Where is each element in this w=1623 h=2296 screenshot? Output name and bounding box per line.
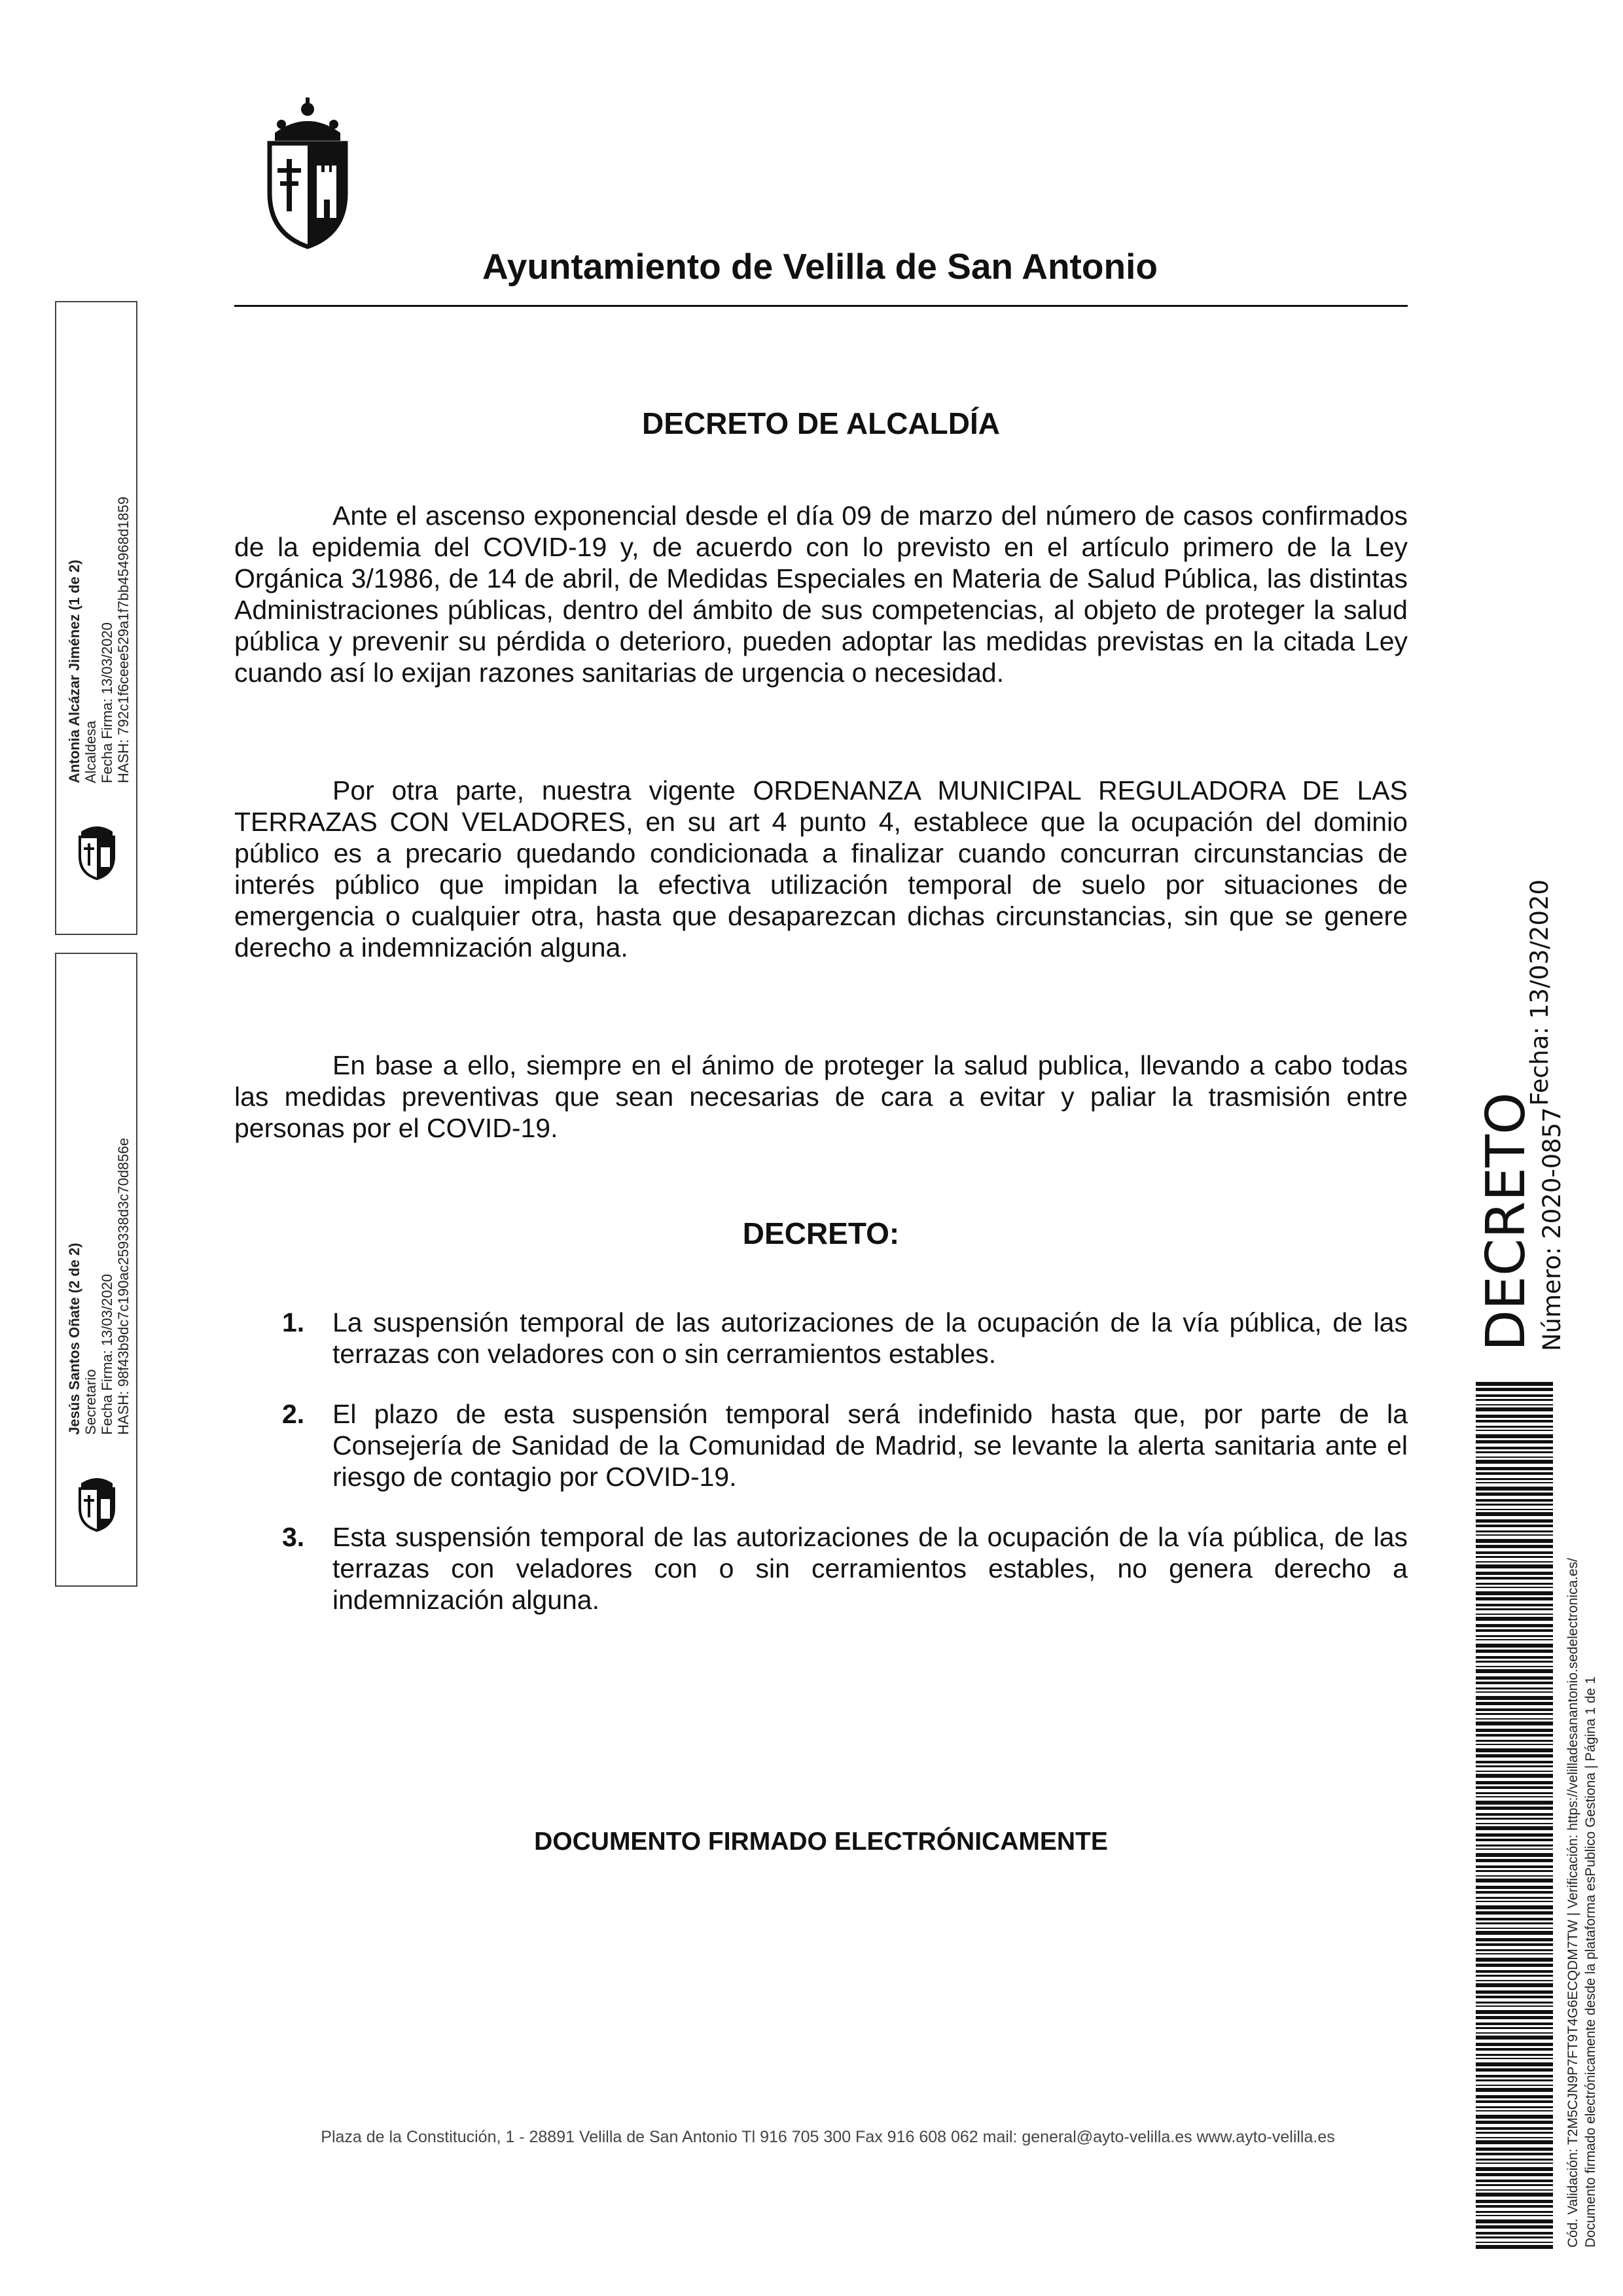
- barcode-bar: [1476, 1938, 1553, 1941]
- barcode-bar: [1476, 2200, 1553, 2203]
- crest-emblem-icon: [229, 95, 386, 252]
- barcode-bar: [1476, 1472, 1553, 1475]
- barcode-bar: [1476, 1551, 1553, 1554]
- barcode-bar: [1476, 1786, 1553, 1789]
- barcode-bar: [1476, 1572, 1553, 1575]
- decree-item: [234, 1398, 1408, 1492]
- barcode-bar: [1476, 1801, 1553, 1805]
- barcode-bar: [1476, 1722, 1553, 1725]
- barcode-bar: [1476, 1901, 1553, 1902]
- barcode-bar: [1476, 1818, 1553, 1820]
- barcode-bar: [1476, 2027, 1553, 2029]
- barcode-bar: [1476, 1897, 1553, 1899]
- barcode-bar: [1476, 2062, 1553, 2066]
- signer-name: Antonia Alcázar Jiménez (1 de 2): [66, 559, 82, 783]
- verification-line-1: Cód. Validación: T2M5CJN9P7FT9T4G6ECQDM7TW | Verificación: https://velilladesanantonio.sedelectronica.es/: [1565, 1558, 1580, 2248]
- barcode-bar: [1476, 2121, 1553, 2124]
- barcode-bar: [1476, 2016, 1553, 2019]
- barcode-bar: [1476, 1434, 1553, 1438]
- signature-box: [55, 301, 137, 935]
- barcode-bar: [1476, 1796, 1553, 1797]
- barcode-bar: [1476, 1729, 1553, 1732]
- barcode-bar: [1476, 1644, 1553, 1648]
- verification-line-2: Documento firmado electrónicamente desde la plataforma esPublico Gestiona | Página 1 de 1: [1583, 1676, 1598, 2248]
- barcode-bar: [1476, 2215, 1553, 2216]
- barcode-bar: [1476, 2088, 1553, 2092]
- barcode-bar: [1476, 2205, 1553, 2208]
- barcode-bar: [1476, 2184, 1553, 2186]
- barcode-bar: [1476, 1839, 1553, 1841]
- signed-electronically-note: DOCUMENTO FIRMADO ELECTRÓNICAMENTE: [534, 1828, 1108, 1856]
- organization-title: Ayuntamiento de Velilla de San Antonio: [482, 246, 1158, 287]
- barcode-bar: [1476, 1604, 1553, 1606]
- barcode-bar: [1476, 2058, 1553, 2059]
- barcode-bar: [1476, 1382, 1553, 1386]
- barcode-bar: [1476, 1958, 1553, 1962]
- barcode-bar: [1476, 1407, 1553, 1411]
- barcode-bar: [1476, 1492, 1553, 1496]
- barcode-bar: [1476, 2159, 1553, 2161]
- barcode-bar: [1476, 1597, 1553, 1600]
- signature-date: Fecha Firma: 13/03/2020: [99, 622, 115, 783]
- barcode-bar: [1476, 1430, 1553, 1431]
- barcode-bar: [1476, 1980, 1553, 1981]
- barcode-bar: [1476, 1539, 1553, 1543]
- barcode-bar: [1476, 1996, 1553, 1998]
- barcode-bar: [1476, 2043, 1553, 2046]
- header-rule: [234, 305, 1408, 307]
- barcode-bar: [1476, 1853, 1553, 1857]
- item-text: El plazo de esta suspensión temporal será indefinido hasta que, por parte de la Consejería de Sanidad de la Comunidad de Madrid, se levante la alerta sanitaria ante el riesgo de contagio por COVID-19.: [332, 1399, 1408, 1492]
- barcode-bar: [1476, 1781, 1553, 1784]
- barcode-bar: [1476, 2219, 1553, 2223]
- barcode-bar: [1476, 2242, 1553, 2243]
- barcode-bar: [1476, 2211, 1553, 2213]
- barcode-bar: [1476, 1922, 1553, 1924]
- barcode-bar: [1476, 1661, 1553, 1663]
- municipal-crest: [229, 95, 386, 252]
- stamp-date: Fecha: 13/03/2020: [1525, 879, 1554, 1106]
- barcode-bar: [1476, 2132, 1553, 2134]
- barcode-bar: [1476, 1748, 1553, 1752]
- barcode-bar: [1476, 1845, 1553, 1846]
- barcode-bar: [1476, 2100, 1553, 2103]
- barcode-bar: [1476, 1388, 1553, 1391]
- document-title: DECRETO DE ALCALDÍA: [642, 406, 1000, 440]
- barcode-bar: [1476, 1970, 1553, 1973]
- barcode-bar: [1476, 1399, 1553, 1401]
- barcode-bar: [1476, 1534, 1553, 1536]
- barcode-bar: [1476, 1708, 1553, 1711]
- barcode-bar: [1476, 1629, 1553, 1632]
- barcode-bar: [1476, 2245, 1553, 2249]
- barcode-bar: [1476, 1875, 1553, 1877]
- barcode-bar: [1476, 1635, 1553, 1637]
- barcode-bar: [1476, 1823, 1553, 1824]
- barcode-bar: [1476, 2115, 1553, 2119]
- signature-date: Fecha Firma: 13/03/2020: [99, 1274, 115, 1435]
- barcode-bar: [1476, 1440, 1553, 1443]
- verification-text: [1564, 1407, 1599, 2248]
- barcode-bar: [1476, 1415, 1553, 1418]
- barcode-bar: [1476, 1666, 1553, 1667]
- barcode-bar: [1476, 1451, 1553, 1453]
- barcode-bar: [1476, 2173, 1553, 2176]
- item-text: La suspensión temporal de las autorizaciones de la ocupación de la vía pública, de las terrazas con veladores con o sin cerramientos estables.: [332, 1307, 1408, 1369]
- barcode-bar: [1476, 2075, 1553, 2077]
- decree-heading: DECRETO:: [742, 1216, 900, 1250]
- barcode-bar: [1476, 1457, 1553, 1458]
- barcode-bar: [1476, 1682, 1553, 1684]
- barcode-bar: [1476, 1696, 1553, 1700]
- barcode-bar: [1476, 2193, 1553, 2197]
- barcode-bar: [1476, 2147, 1553, 2151]
- barcode-bar: [1476, 1792, 1553, 1794]
- barcode-bar: [1476, 2054, 1553, 2056]
- barcode-bar: [1476, 1949, 1553, 1951]
- paragraph-1: Ante el ascenso exponencial desde el día 09 de marzo del número de casos confirmados de la epidemia del COVID-19 y, de acuerdo con lo previsto en el artículo primero de la Ley Orgánica 3/1986, de 14 de abril, de Medidas Especiales en Materia de Salud Pública, las distintas Administraciones públicas, dentro del ámbito de sus competencias, al objeto de proteger la salud pública y prevenir su pérdida o deterioro, pueden adoptar las medidas previstas en la citada Ley cuando así lo exijan razones sanitarias de urgencia o necesidad.: [234, 501, 1408, 688]
- barcode-bar: [1476, 1928, 1553, 1929]
- barcode-bar: [1476, 1964, 1553, 1967]
- barcode-bar: [1476, 2137, 1553, 2138]
- barcode-bar: [1476, 1512, 1553, 1516]
- paragraph-3: En base a ello, siempre en el ánimo de proteger la salud publica, llevando a cabo todas las medidas preventivas que sean necesarias de cara a evitar y paliar la trasmisión entre personas por el COVID-19.: [234, 1050, 1408, 1143]
- barcode-bar: [1476, 1931, 1553, 1935]
- barcode-bar: [1476, 2002, 1553, 2004]
- crest-icon: [64, 816, 130, 881]
- signature-hash: HASH: 792c1f6ceee529a1f7bb454968d1859: [115, 497, 132, 783]
- signature-hash: HASH: 98f43b9dc7c190ac259338d3c70d856e: [115, 1138, 132, 1435]
- barcode-bar: [1476, 1879, 1553, 1882]
- barcode-bar: [1476, 1487, 1553, 1491]
- item-number: 2.: [282, 1399, 305, 1429]
- barcode-bar: [1476, 1953, 1553, 1954]
- barcode-bar: [1476, 1545, 1553, 1548]
- barcode-bar: [1476, 1718, 1553, 1720]
- barcode-bar: [1476, 2095, 1553, 2098]
- signer-name: Jesús Santos Oñate (2 de 2): [66, 1243, 82, 1435]
- item-number: 1.: [282, 1307, 305, 1337]
- signer-role: Secretario: [82, 1369, 99, 1435]
- barcode-bar: [1476, 1467, 1553, 1470]
- barcode-bar: [1476, 1587, 1553, 1588]
- barcode-bar: [1476, 1420, 1553, 1422]
- barcode-bar: [1476, 1740, 1553, 1742]
- barcode-bar: [1476, 1564, 1553, 1568]
- barcode-bar: [1476, 1509, 1553, 1510]
- decree-item: [234, 1307, 1408, 1369]
- barcode-bar: [1476, 1833, 1553, 1837]
- signature-box: [55, 953, 137, 1587]
- barcode-bar: [1476, 2036, 1553, 2040]
- barcode-bar: [1476, 2085, 1553, 2086]
- barcode-bar: [1476, 1608, 1553, 1610]
- barcode-bar: [1476, 1691, 1553, 1693]
- barcode-bar: [1476, 1460, 1553, 1464]
- barcode-bar: [1476, 2232, 1553, 2234]
- barcode-bar: [1476, 1525, 1553, 1527]
- barcode-bar: [1476, 1669, 1553, 1673]
- barcode-bar: [1476, 2068, 1553, 2072]
- barcode-bar: [1476, 2189, 1553, 2191]
- barcode-bar: [1476, 1482, 1553, 1483]
- barcode-bar: [1476, 1561, 1553, 1563]
- barcode-bar: [1476, 1614, 1553, 1615]
- barcode-bar: [1476, 1761, 1553, 1763]
- barcode-bar: [1476, 1774, 1553, 1778]
- barcode-bar: [1476, 2005, 1553, 2007]
- barcode-bar: [1476, 2127, 1553, 2130]
- barcode-bar: [1476, 1650, 1553, 1653]
- barcode-bar: [1476, 2106, 1553, 2108]
- barcode-bar: [1476, 1519, 1553, 1523]
- barcode-bar: [1476, 1530, 1553, 1532]
- signature-text: [66, 1138, 132, 1435]
- barcode-bar: [1476, 1447, 1553, 1449]
- barcode-bar: [1476, 1624, 1553, 1627]
- barcode-bar: [1476, 1807, 1553, 1810]
- barcode-bar: [1476, 2140, 1553, 2144]
- paragraph-2: Por otra parte, nuestra vigente ORDENANZA MUNICIPAL REGULADORA DE LAS TERRAZAS CON VELADORES, en su art 4 punto 4, establece que la ocupación del dominio público es a precario quedando condicionada a finalizar cuando concurran circunstancias de interés público que impidan la efectiva utilización temporal de suelo por situaciones de emergencia o cualquier otra, hasta que desaparezcan dichas circunstancias, sin que se genere derecho a indemnización alguna.: [234, 775, 1408, 963]
- stamp-number: Número: 2020-0857: [1538, 1107, 1566, 1351]
- barcode-bar: [1476, 1504, 1553, 1506]
- document-body: [234, 406, 1408, 1644]
- barcode-bar: [1476, 1734, 1553, 1737]
- barcode-bar: [1476, 2225, 1553, 2229]
- barcode-bar: [1476, 1905, 1553, 1909]
- stamp-date-wrap: [1525, 879, 1555, 1106]
- decree-item: [234, 1521, 1408, 1616]
- barcode-bar: [1476, 2167, 1553, 2171]
- barcode-bar: [1476, 2236, 1553, 2238]
- barcode-bar: [1476, 1617, 1553, 1621]
- barcode-bar: [1476, 1990, 1553, 1994]
- item-text: Esta suspensión temporal de las autorizaciones de la ocupación de la vía pública, de las terrazas con veladores con o sin cerramientos estables, no genera derecho a indemnización alguna.: [332, 1522, 1408, 1615]
- barcode-bar: [1476, 1478, 1553, 1480]
- barcode-bar: [1476, 1656, 1553, 1659]
- barcode-bar: [1476, 2032, 1553, 2034]
- barcode-bar: [1476, 1426, 1553, 1428]
- barcode-bar: [1476, 1713, 1553, 1715]
- barcode-bar: [1476, 1394, 1553, 1397]
- barcode-bar: [1476, 2022, 1553, 2025]
- barcode-bar: [1476, 1859, 1553, 1862]
- item-number: 3.: [282, 1522, 305, 1552]
- barcode-bar: [1476, 2048, 1553, 2051]
- barcode-bar: [1476, 1848, 1553, 1850]
- barcode-bar: [1476, 1687, 1553, 1689]
- crest-icon: [64, 1468, 130, 1533]
- barcode-bar: [1476, 1556, 1553, 1558]
- barcode-bar: [1476, 1577, 1553, 1580]
- barcode-bar: [1476, 1591, 1553, 1595]
- barcode-bar: [1476, 1771, 1553, 1772]
- signer-role: Alcaldesa: [82, 720, 99, 783]
- barcode-bar: [1476, 2163, 1553, 2164]
- barcode-bar: [1476, 1639, 1553, 1640]
- barcode-bar: [1476, 2010, 1553, 2014]
- barcode-bar: [1476, 1943, 1553, 1946]
- signature-text: [66, 497, 132, 783]
- barcode-bar: [1476, 1676, 1553, 1680]
- decree-items: [234, 1307, 1408, 1616]
- barcode-bar: [1476, 2079, 1553, 2081]
- barcode-bar: [1476, 1918, 1553, 1920]
- barcode-bar: [1476, 1886, 1553, 1889]
- barcode-bar: [1476, 1870, 1553, 1872]
- barcode-bar: [1476, 2180, 1553, 2182]
- barcode-bar: [1476, 2110, 1553, 2111]
- barcode-bar: [1476, 1891, 1553, 1894]
- footer-contact: Plaza de la Constitución, 1 - 28891 Velilla de San Antonio Tl 916 705 300 Fax 916 608 062 mail: general@ayto-velilla.es www.ayto-velilla.es: [321, 2128, 1335, 2146]
- barcode-icon: [1476, 1382, 1553, 2249]
- stamp-label: DECRETO: [1475, 1092, 1537, 1351]
- barcode-bar: [1476, 1765, 1553, 1767]
- barcode-bar: [1476, 1826, 1553, 1830]
- barcode-bar: [1476, 1754, 1553, 1757]
- barcode-bar: [1476, 1404, 1553, 1405]
- barcode-bar: [1476, 1702, 1553, 1705]
- barcode-bar: [1476, 1499, 1553, 1502]
- barcode-bar: [1476, 1744, 1553, 1745]
- barcode-bar: [1476, 1583, 1553, 1585]
- barcode-bar: [1476, 1911, 1553, 1915]
- barcode-bar: [1476, 1813, 1553, 1816]
- barcode-bar: [1476, 1865, 1553, 1868]
- barcode-bar: [1476, 1983, 1553, 1987]
- barcode-bar: [1476, 1975, 1553, 1977]
- barcode-bar: [1476, 2153, 1553, 2155]
